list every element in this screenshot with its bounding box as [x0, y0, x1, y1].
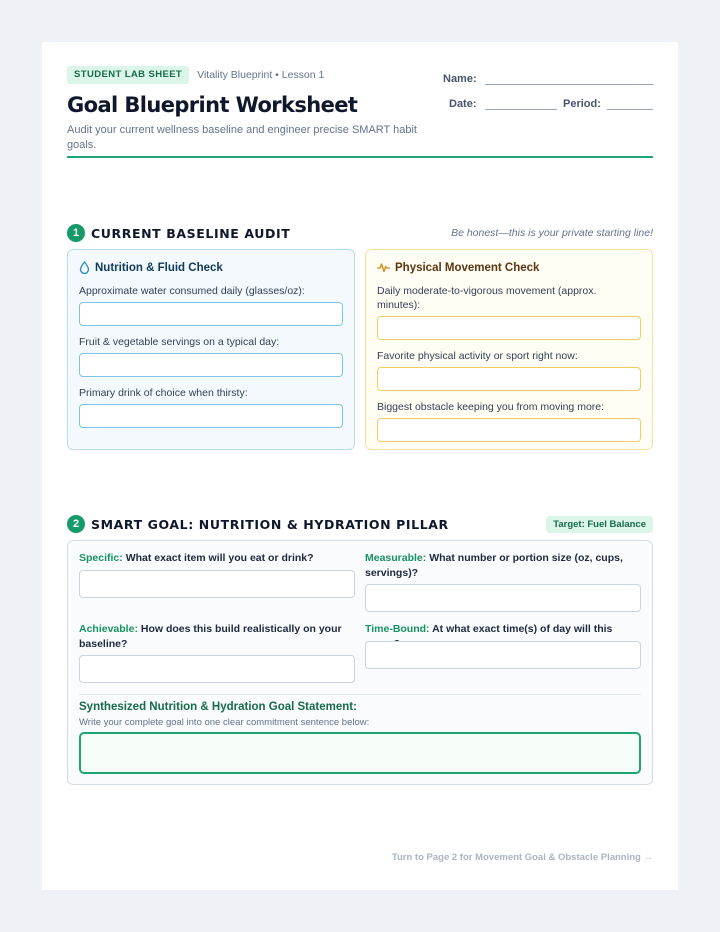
card-title: Physical Movement Check — [395, 261, 540, 274]
header-info — [67, 66, 437, 153]
section-title: SMART GOAL: NUTRITION & HYDRATION PILLAR — [91, 516, 449, 532]
specific-text: What exact item will you eat or drink? — [125, 552, 314, 564]
page-title: Goal Blueprint Worksheet — [67, 93, 358, 117]
worksheet-page — [42, 42, 678, 890]
section-number: 2 — [67, 515, 85, 533]
measurable-question — [365, 551, 641, 581]
question-label: Biggest obstacle keeping you from moving more: — [377, 401, 605, 413]
name-field[interactable] — [485, 68, 653, 85]
measurable-text: What number or portion size (oz, cups, servings)? — [365, 552, 623, 579]
question-label: Primary drink of choice when thirsty: — [79, 387, 248, 399]
goal-statement-input[interactable] — [79, 732, 641, 774]
primary-drink-input[interactable] — [79, 404, 343, 428]
question-label: Favorite physical activity or sport right now: — [377, 350, 578, 362]
timebound-input[interactable] — [365, 641, 641, 669]
question-label: Fruit & vegetable servings on a typical day: — [79, 336, 280, 348]
water-drop-icon — [79, 261, 90, 274]
section-note: Be honest—this is your private starting line! — [451, 227, 653, 239]
favorite-activity-input[interactable] — [377, 367, 641, 391]
question-label: Daily moderate-to-vigorous movement (approx. minutes): — [377, 285, 597, 311]
lesson-label: Vitality Blueprint • Lesson 1 — [197, 69, 325, 81]
next-page-note: Turn to Page 2 for Movement Goal & Obstacle Planning → — [391, 852, 653, 863]
divider — [79, 694, 641, 695]
date-label: Date: — [449, 98, 477, 110]
target-badge: Target: Fuel Balance — [546, 516, 653, 533]
timebound-text: At what exact time(s) of day will this — [432, 623, 613, 635]
specific-keyword: Specific: — [79, 552, 123, 564]
specific-input[interactable] — [79, 570, 355, 598]
smart-goal-card — [67, 540, 653, 785]
water-intake-input[interactable] — [79, 302, 343, 326]
biggest-obstacle-input[interactable] — [377, 418, 641, 442]
achievable-input[interactable] — [79, 655, 355, 683]
produce-servings-input[interactable] — [79, 353, 343, 377]
measurable-input[interactable] — [365, 584, 641, 612]
section-number: 1 — [67, 224, 85, 242]
name-label: Name: — [443, 73, 477, 85]
timebound-keyword: Time-Bound: — [365, 623, 430, 635]
goal-statement-title: Synthesized Nutrition & Hydration Goal Statement: — [79, 701, 357, 713]
goal-statement-instructions: Write your complete goal into one clear commitment sentence below: — [79, 717, 370, 728]
section-title: CURRENT BASELINE AUDIT — [91, 225, 291, 241]
achievable-question — [79, 622, 355, 652]
lab-sheet-tag: STUDENT LAB SHEET — [67, 66, 189, 84]
period-field[interactable] — [607, 93, 653, 110]
movement-check-card — [365, 249, 653, 450]
activity-pulse-icon — [377, 262, 390, 273]
nutrition-check-card — [67, 249, 355, 450]
movement-minutes-input[interactable] — [377, 316, 641, 340]
section-2-header — [67, 515, 653, 533]
card-title: Nutrition & Fluid Check — [95, 261, 223, 274]
student-info-fields — [443, 68, 653, 110]
header-divider — [67, 156, 653, 158]
achievable-keyword: Achievable: — [79, 623, 138, 635]
measurable-keyword: Measurable: — [365, 552, 427, 564]
period-label: Period: — [563, 98, 601, 110]
section-1-header — [67, 224, 653, 242]
date-field[interactable] — [485, 93, 557, 110]
specific-question — [79, 551, 355, 566]
achievable-text: How does this build realistically on your baseline? — [79, 623, 342, 650]
page-subtitle: Audit your current wellness baseline and engineer precise SMART habit goals. — [67, 124, 417, 151]
question-label: Approximate water consumed daily (glasses/oz): — [79, 285, 305, 297]
